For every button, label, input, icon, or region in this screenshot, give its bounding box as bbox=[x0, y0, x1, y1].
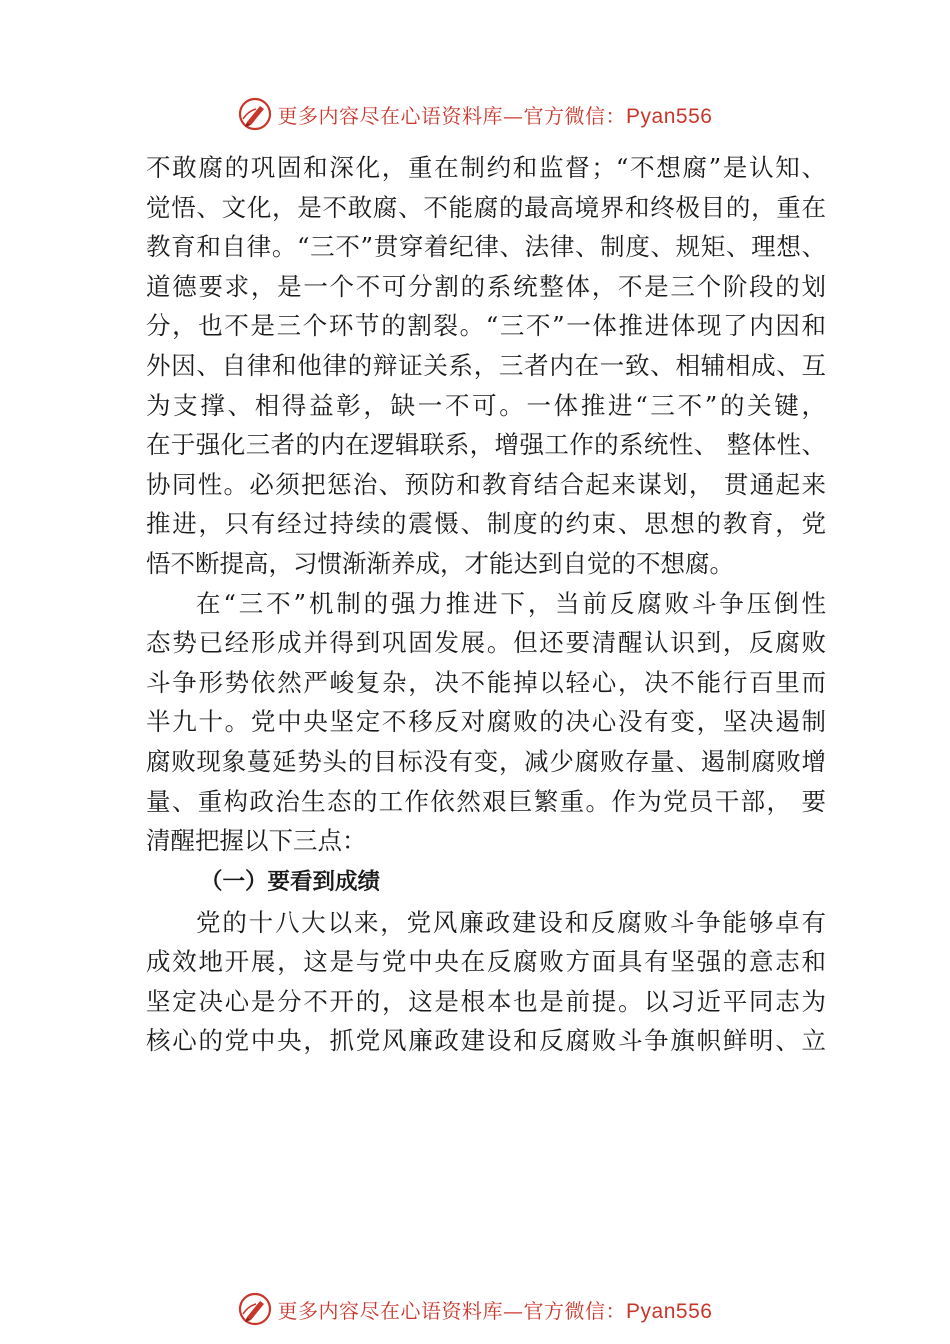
text-line: 觉悟、文化，是不敢腐、不能腐的最高境界和终极目的，重在 bbox=[146, 192, 826, 222]
text-line: 成效地开展，这是与党中央在反腐败方面具有坚强的意志和 bbox=[146, 947, 826, 977]
text-line: 为支撑、相得益彰，缺一不可。一体推进“三不”的关键， bbox=[146, 390, 826, 420]
banner-account: Pyan556 bbox=[626, 1299, 713, 1323]
section-heading: （一）要看到成绩 bbox=[200, 868, 381, 895]
header-banner bbox=[0, 92, 950, 136]
text-line: 分，也不是三个环节的割裂。“三不”一体推进体现了内因和 bbox=[146, 311, 826, 341]
text-line: 坚定决心是分不开的，这是根本也是前提。以习近平同志为 bbox=[146, 986, 826, 1016]
text-line: 半九十。党中央坚定不移反对腐败的决心没有变，坚决遏制 bbox=[146, 707, 826, 737]
banner-account: Pyan556 bbox=[626, 104, 713, 128]
pen-logo-icon bbox=[238, 1292, 272, 1326]
text-line: 态势已经形成并得到巩固发展。但还要清醒认识到，反腐败 bbox=[146, 628, 826, 658]
paragraph-first-line: 在“三不”机制的强力推进下，当前反腐败斗争压倒性 bbox=[196, 588, 826, 618]
pen-logo-icon bbox=[238, 97, 272, 131]
text-line: 清醒把握以下三点： bbox=[146, 826, 367, 856]
text-line: 量、重构政治生态的工作依然艰巨繁重。作为党员干部， 要 bbox=[146, 786, 826, 816]
banner-prefix: 更多内容尽在心语资料库—官方微信： bbox=[277, 1298, 627, 1323]
text-line: 教育和自律。“三不”贯穿着纪律、法律、制度、规矩、理想、 bbox=[146, 232, 826, 262]
text-line: 悟不断提高，习惯渐渐养成，才能达到自觉的不想腐。 bbox=[146, 548, 734, 578]
footer-banner bbox=[0, 1287, 950, 1331]
text-line: 不敢腐的巩固和深化，重在制约和监督；“不想腐”是认知、 bbox=[146, 153, 826, 182]
text-line: 推进，只有经过持续的震慑、制度的约束、思想的教育，党 bbox=[146, 509, 826, 539]
text-line: 核心的党中央，抓党风廉政建设和反腐败斗争旗帜鲜明、立 bbox=[146, 1026, 826, 1056]
document-body bbox=[146, 148, 826, 1061]
text-line: 斗争形势依然严峻复杂，决不能掉以轻心，决不能行百里而 bbox=[146, 667, 826, 697]
text-line: 腐败现象蔓延势头的目标没有变，减少腐败存量、遏制腐败增 bbox=[146, 746, 826, 776]
text-line: 在于强化三者的内在逻辑联系，增强工作的系统性、 整体性、 bbox=[146, 430, 826, 460]
paragraph-first-line: 党的十八大以来，党风廉政建设和反腐败斗争能够卓有 bbox=[196, 907, 826, 937]
banner-text bbox=[278, 1295, 713, 1324]
text-line: 外因、自律和他律的辩证关系，三者内在一致、相辅相成、互 bbox=[146, 350, 826, 380]
text-line: 协同性。必须把惩治、预防和教育结合起来谋划， 贯通起来 bbox=[146, 469, 826, 499]
banner-prefix: 更多内容尽在心语资料库—官方微信： bbox=[277, 103, 627, 128]
banner-text bbox=[278, 100, 713, 129]
text-line: 道德要求，是一个不可分割的系统整体，不是三个阶段的划 bbox=[146, 271, 826, 301]
